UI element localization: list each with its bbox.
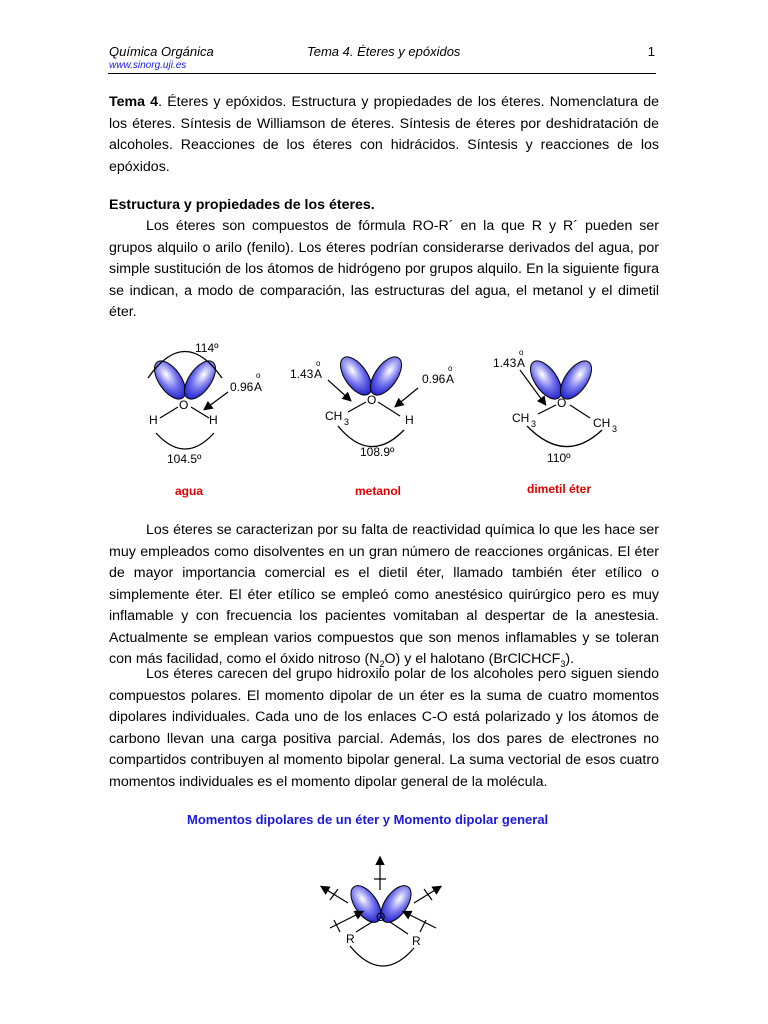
page-number: 1 (647, 44, 655, 59)
dipole-r-left: R (346, 932, 355, 946)
paragraph-reactivity-part3: ). (565, 651, 575, 667)
methanol-h-bond-length: 0.96 (422, 372, 446, 386)
methanol-angstrom-2: A (446, 372, 455, 386)
lone-pair-dipole-left (322, 887, 348, 903)
water-bond-arrow (205, 392, 228, 409)
paragraph-reactivity-part2: O) y el halotano (BrClCHCF (384, 651, 561, 667)
dimethyl-methyl-left-sub: 3 (531, 419, 537, 429)
water-structure (148, 341, 262, 466)
paragraph-reactivity (109, 520, 659, 675)
bond-dipole-left (330, 912, 362, 928)
dimethyl-ring: o (519, 348, 524, 357)
methanol-c-bond-arrow (328, 380, 350, 400)
paragraph-reactivity-part1: Los éteres se caracterizan por su falta de reactividad química lo que les hace ser muy empleados como disolventes en un gran número de reacciones orgánicas. El éter de mayor importancia comercial es el dietil éter, llamado también éter etílico o simplemente éter. El éter etílico se empleó como anestésico quirúrgico pero es muy inflamable y con frecuencia los pacientes vomitaban al despertar de la anestesia. Actualmente se emplean varios compuestos que son menos inflamables y se toleran con más facilidad, como el óxido nitroso (N (109, 522, 659, 667)
water-angstrom-ring: o (256, 371, 261, 380)
bond-dipole-right (404, 912, 436, 928)
dipole-figure (322, 858, 440, 966)
dimethyl-angle: 110º (547, 451, 571, 465)
dimethyl-methyl-right: CH (593, 416, 611, 430)
n2o-subscript: 2 (379, 658, 385, 669)
water-bond-length: 0.96 (230, 380, 254, 394)
intro-bold-title: Tema 4 (109, 94, 159, 110)
dimethyl-angstrom: A (517, 356, 526, 370)
dimethyl-bond-length: 1.43 (493, 356, 517, 370)
label-dimethyl-ether: dimetil éter (527, 482, 592, 496)
water-hydrogen-right: H (209, 413, 218, 427)
methanol-ring-1: o (316, 359, 321, 368)
intro-text: . Éteres y epóxidos. Estructura y propiedades de los éteres. Nomenclatura de los éteres. Síntesis de Williamson de éteres. Síntesis de éteres por deshidratación de alcoholes. Reacciones de los éteres con hidrácidos. Síntesis y reacciones de los epóxidos. (109, 94, 659, 175)
methanol-structure (290, 352, 454, 459)
dimethyl-ether-structure (493, 348, 617, 465)
methanol-methyl-sub: 3 (344, 417, 350, 427)
dipole-angle-arc (350, 946, 414, 966)
section1-paragraph: Los éteres son compuestos de fórmula RO-R´ en la que R y R´ pueden ser grupos alquilo o arilo (fenilo). Los éteres podrían considerarse derivados del agua, por simple sustitución de los átomos de hidrógeno por grupos alquilo. En la siguiente figura se indican, a modo de comparación, las estructuras del agua, el metanol y el dimetil éter. (109, 218, 659, 320)
dipole-r-right: R (412, 934, 421, 948)
water-angstrom: A (254, 380, 263, 394)
water-oxygen: O (179, 398, 189, 412)
water-hydrogen-left: H (149, 413, 158, 427)
header-course-title: Química Orgánica (109, 44, 214, 59)
dimethyl-oxygen: O (557, 396, 567, 410)
water-bottom-angle-arc (156, 433, 214, 449)
methanol-angle-arc (338, 426, 404, 447)
methanol-oxygen: O (367, 393, 377, 407)
water-bottom-angle: 104.5º (167, 452, 202, 466)
dimethyl-methyl-right-sub: 3 (612, 424, 618, 434)
methanol-angle: 108.9º (360, 445, 395, 459)
methanol-methyl: CH (325, 409, 343, 423)
dipole-oxygen: O (376, 910, 386, 924)
section-heading-structure: Estructura y propiedades de los éteres. (109, 197, 375, 213)
methanol-hydrogen: H (405, 413, 414, 427)
label-water: agua (175, 484, 204, 498)
methanol-angstrom-1: A (314, 367, 323, 381)
section-heading-dipole-moments: Momentos dipolares de un éter y Momento dipolar general (187, 812, 549, 827)
water-top-angle: 114º (195, 341, 219, 355)
methanol-h-bond-arrow (396, 388, 418, 406)
label-methanol: metanol (355, 484, 402, 498)
dimethyl-methyl-left: CH (512, 411, 530, 425)
lone-pair-dipole-right (414, 887, 440, 903)
methanol-c-bond-length: 1.43 (290, 367, 314, 381)
dimethyl-angle-arc (527, 426, 602, 447)
header-url-link[interactable]: www.sinorg.uji.es (109, 60, 187, 71)
header-topic-title: Tema 4. Éteres y epóxidos (307, 44, 461, 59)
methanol-ring-2: o (448, 364, 453, 373)
halothane-subscript: 3 (560, 658, 566, 669)
paragraph-dipole: Los éteres carecen del grupo hidroxilo polar de los alcoholes pero siguen siendo compuestos polares. El momento dipolar de un éter es la suma de cuatro momentos dipolares individuales. Cada uno de los enlaces C-O está polarizado y los átomos de carbono llevan una carga positiva parcial. Además, los dos pares de electrones no compartidos contribuyen al momento bipolar general. La suma vectorial de esos cuatro momentos individuales es el momento dipolar general de la molécula. (109, 666, 659, 790)
